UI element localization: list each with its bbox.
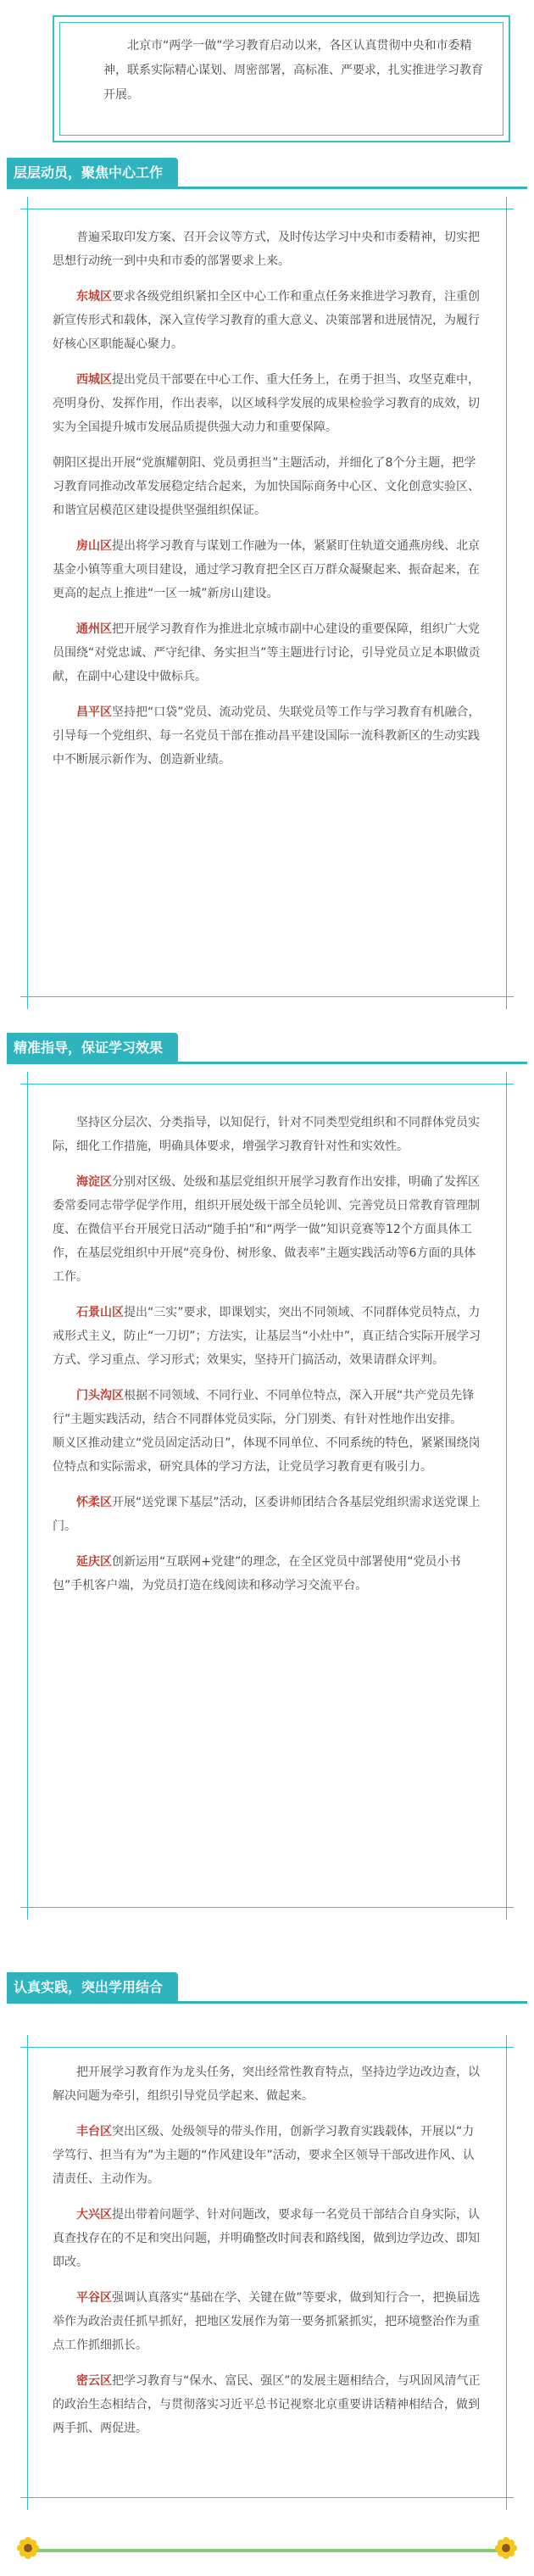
paragraph: 房山区提出将学习教育与谋划工作融为一体，紧紧盯住轨道交通燕房线、北京基金小镇等重大项目建设，通过学习教育把全区百万群众凝聚起来、振奋起来，在更高的起点上推进“一区一城”新房山建设。 xyxy=(53,539,480,600)
paragraph: 昌平区坚持把“口袋”党员、流动党员、失联党员等工作与学习教育有机融合，引导每一个党组织、每一名党员干部在推动昌平建设国际一流科教新区的生动实践中不断展示新作为、创造新业绩。 xyxy=(53,705,481,767)
section-title-1: 层层动员，聚焦中心工作 xyxy=(7,158,178,188)
section-panel-2 xyxy=(12,1072,522,1920)
sunflower-icon xyxy=(493,2535,519,2561)
district-name: 延庆区 xyxy=(76,1555,112,1569)
paragraph: 通州区把开展学习教育作为推进北京城市副中心建设的重要保障，组织广大党员围绕“对党忠诚、严守纪律、务实担当”等主题进行讨论，引导党员立足本职做贡献，在副中心建设中做标兵。 xyxy=(53,622,481,683)
intro-box xyxy=(53,15,510,142)
section-divider-3 xyxy=(7,2001,527,2004)
paragraph: 平谷区强调认真落实“基础在学、关键在做”等要求，做到知行合一，把换届选举作为政治责任抓早抓好，把地区发展作为第一要务抓紧抓实，把环境整治作为重点工作抓细抓长。 xyxy=(53,2291,481,2352)
paragraph: 坚持区分层次、分类指导，以知促行，针对不同类型党组织和不同群体党员实际，细化工作措施，明确具体要求，增强学习教育针对性和实效性。 xyxy=(53,1116,480,1153)
paragraph: 东城区要求各级党组织紧扣全区中心工作和重点任务来推进学习教育，注重创新宣传形式和载体，深入宣传学习教育的重大意义、决策部署和进展情况，为履行好核心区职能凝心聚力。 xyxy=(53,290,480,351)
paragraph: 海淀区分别对区级、处级和基层党组织开展学习教育作出安排，明确了发挥区委常委同志带学促学作用，组织开展处级干部全员轮训、完善党员日常教育管理制度、在微信平台开展党日活动“随手拍”和“两学一做”知识竞赛等12个方面具体工作，在基层党组织中开展“亮身份、树形象、做表率”主题实践活动等6方面的具体工作。 xyxy=(53,1175,480,1284)
district-name: 昌平区 xyxy=(76,705,112,719)
paragraph: 怀柔区开展“送党课下基层”活动，区委讲师团结合各基层党组织需求送党课上门。 xyxy=(53,1496,481,1533)
section-divider-2 xyxy=(7,1062,527,1064)
section-body-1 xyxy=(53,226,481,772)
district-name: 怀柔区 xyxy=(76,1496,112,1509)
paragraph: 普遍采取印发方案、召开会议等方式，及时传达学习中央和市委精神，切实把思想行动统一到中央和市委的部署要求上来。 xyxy=(53,231,480,268)
footer-decoration xyxy=(0,2527,534,2569)
section-title-2: 精准指导，保证学习效果 xyxy=(7,1033,178,1063)
paragraph: 密云区把学习教育与“保水、富民、强区”的发展主题相结合，与巩固风清气正的政治生态相结合，与贯彻落实习近平总书记视察北京重要讲话精神相结合，做到两手抓、两促进。 xyxy=(53,2374,481,2435)
section-title-3: 认真实践，突出学用结合 xyxy=(7,1972,178,2003)
district-name: 房山区 xyxy=(76,539,112,553)
section-body-3 xyxy=(53,2060,481,2440)
paragraph: 把开展学习教育作为龙头任务，突出经常性教育特点，坚持边学边改边查，以解决问题为牵引，组织引导党员学起来、做起来。 xyxy=(53,2066,480,2103)
paragraph: 延庆区创新运用“互联网+党建”的理念，在全区党员中部署使用“党员小书包”手机客户端，为党员打造在线阅读和移动学习交流平台。 xyxy=(53,1555,461,1592)
district-name: 通州区 xyxy=(76,622,112,636)
paragraph: 顺义区推动建立“党员固定活动日”，体现不同单位、不同系统的特色，紧紧围绕岗位特点和实际需求，研究具体的学习方法，让党员学习教育更有吸引力。 xyxy=(53,1436,481,1474)
district-name: 丰台区 xyxy=(76,2125,112,2138)
district-name: 平谷区 xyxy=(76,2291,112,2305)
district-name: 大兴区 xyxy=(76,2208,112,2222)
section-divider-1 xyxy=(7,187,527,189)
paragraph: 丰台区突出区级、处级领导的带头作用，创新学习教育实践载体，开展以“力学笃行、担当有为”为主题的“作风建设年”活动，要求全区领导干部改进作风、认清责任、主动作为。 xyxy=(53,2125,475,2186)
grass-divider xyxy=(25,2549,509,2552)
section-panel-1 xyxy=(12,197,522,1009)
section-panel-3 xyxy=(12,2035,522,2510)
paragraph: 大兴区提出带着问题学、针对问题改，要求每一名党员干部结合自身实际，认真查找存在的不足和突出问题，并明确整改时间表和路线图，做到边学边改、即知即改。 xyxy=(53,2208,480,2269)
sunflower-icon xyxy=(15,2535,41,2561)
paragraph: 朝阳区提出开展“党旗耀朝阳、党员勇担当”主题活动，并细化了8个分主题，把学习教育同推动改革发展稳定结合起来，为加快国际商务中心区、文化创意实验区、和谐宜居模范区建设提供坚强组织保证。 xyxy=(53,456,480,517)
district-name: 东城区 xyxy=(76,290,112,304)
paragraph: 门头沟区根据不同领域、不同行业、不同单位特点，深入开展“共产党员先锋行”主题实践活动，结合不同群体党员实际，分门别类、有针对性地作出安排。 xyxy=(53,1389,475,1426)
district-name: 石景山区 xyxy=(76,1306,124,1319)
intro-text: 北京市“两学一做”学习教育启动以来，各区认真贯彻中央和市委精神，联系实际精心谋划、周密部署，高标准、严要求，扎实推进学习教育开展。 xyxy=(103,39,483,102)
district-name: 密云区 xyxy=(76,2374,112,2388)
district-name: 门头沟区 xyxy=(76,1389,124,1402)
paragraph: 西城区提出党员干部要在中心工作、重大任务上，在勇于担当、攻坚克难中，亮明身份、发挥作用，作出表率，以区域科学发展的成果检验学习教育的成效，切实为全国提升城市发展品质提供强大动力和重要保障。 xyxy=(53,373,480,434)
district-name: 西城区 xyxy=(76,373,112,387)
section-body-2 xyxy=(53,1111,481,1597)
paragraph: 石景山区提出“三实”要求，即课划实，突出不同领域、不同群体党员特点，力戒形式主义，防止“一刀切”；方法实，让基层当“小灶中”，真正结合实际开展学习方式、学习重点、学习形式；效果实，坚持开门搞活动，效果请群众评判。 xyxy=(53,1306,481,1367)
district-name: 海淀区 xyxy=(76,1175,112,1189)
